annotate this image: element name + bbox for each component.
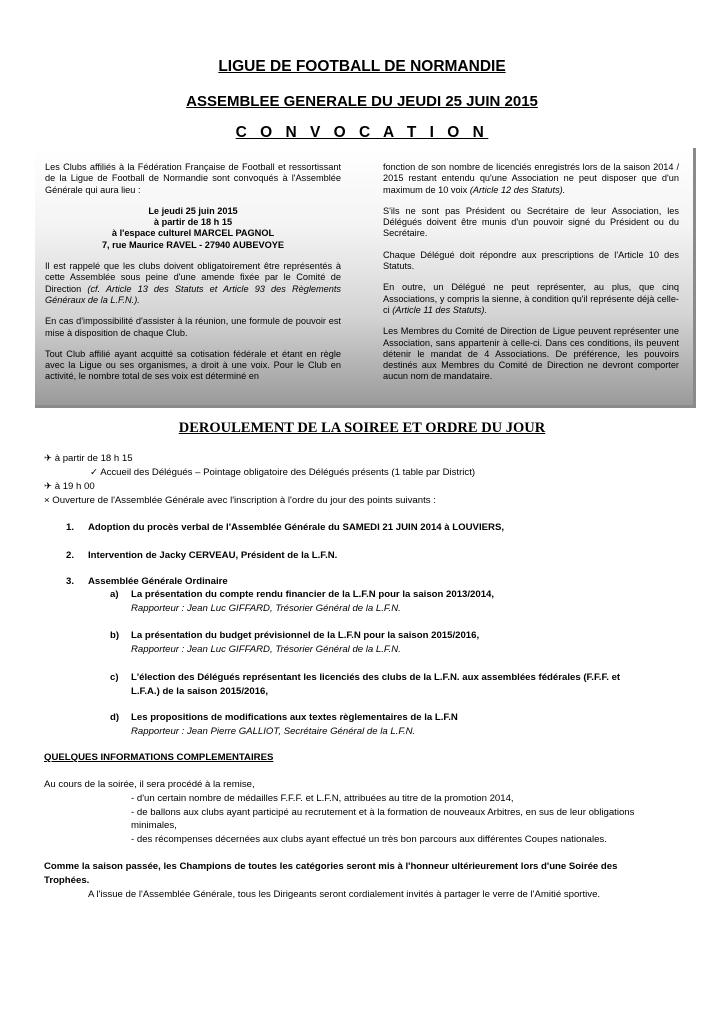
- absence-paragraph: En cas d'impossibilité d'assister à la réunion, une formule de pouvoir est mise à disposition de chaque Club.: [45, 316, 341, 338]
- arrow-icon: ✈: [44, 453, 53, 464]
- info-heading: QUELQUES INFORMATIONS COMPLEMENTAIRES: [44, 752, 274, 763]
- convocation-left-column: [45, 162, 341, 393]
- subitem-text: La présentation du budget prévisionnel de la L.F.N pour la saison 2015/2016,: [131, 630, 480, 641]
- fine-text: Il est rappelé que les clubs doivent obligatoirement être représentés à cette Assemblée sous peine d'une amende fixée par le Comité de Direction: [45, 261, 341, 294]
- agenda-time-1-text: à partir de 18 h 15: [54, 453, 133, 464]
- info-line: - de ballons aux clubs ayant participé au recrutement et à la formation de nouveaux Arbitres, en sus de leur obligations: [131, 807, 635, 818]
- champions-note-continued: Trophées.: [44, 875, 90, 886]
- champions-note: Comme la saison passée, les Champions de toutes les catégories seront mis à l'honneur ultérieurement lors d'une Soirée des: [44, 861, 618, 872]
- agenda-item-text: Intervention de Jacky CERVEAU, Président de la L.F.N.: [88, 550, 338, 561]
- info-line: - des récompenses décernées aux clubs ayant effectué un très bon parcours aux différentes Coupes nationales.: [131, 834, 607, 845]
- agenda-item-text: Assemblée Générale Ordinaire: [88, 576, 228, 587]
- subitem-text: L'élection des Délégués représentant les licenciés des clubs de la L.F.N. aux assemblées fédérales (F.F.F. et: [131, 672, 621, 683]
- convocation-title: C O N V O C A T I O N: [235, 124, 489, 141]
- fine-reference: (cf. Article 13 des Statuts et Article 93 des Règlements Généraux de la L.F.N.).: [45, 283, 342, 305]
- max-associations-reference: (Article 11 des Statuts).: [392, 304, 487, 315]
- max-associations-paragraph: [383, 282, 679, 316]
- event-time: à partir de 18 h 15: [153, 217, 233, 228]
- voting-paragraph: Tout Club affilié ayant acquitté sa cotisation fédérale et étant en règle avec la Ligue ou ses organismes, a droit à une voix. Pour le Club en activité, le nombre total de ses voix est déterminé en: [45, 348, 341, 382]
- president-paragraph: S'ils ne sont pas Président ou Secrétaire de leur Association, les Délégués doivent être munis d'un pouvoir signé du Président ou du Secrétaire.: [383, 205, 679, 239]
- info-line: - d'un certain nombre de médailles F.F.F. et L.F.N, attribuées au titre de la promotion 2014,: [131, 793, 514, 804]
- subitem-text: La présentation du compte rendu financier de la L.F.N pour la saison 2013/2014,: [131, 589, 495, 600]
- agenda-time-1: [44, 453, 133, 465]
- league-title: LIGUE DE FOOTBALL DE NORMANDIE: [218, 58, 506, 75]
- cross-icon: ×: [44, 495, 50, 506]
- agenda-welcome-text: Accueil des Délégués – Pointage obligatoire des Délégués présents (1 table par District): [100, 467, 476, 478]
- event-date: Le jeudi 25 juin 2015: [148, 205, 238, 216]
- subitem-letter: b): [110, 630, 120, 641]
- subitem-rapporteur: Rapporteur : Jean Luc GIFFARD, Trésorier Général de la L.F.N.: [131, 644, 401, 655]
- agenda-item-number: 2.: [66, 550, 75, 561]
- convocation-right-column: [383, 162, 679, 393]
- committee-members-paragraph: Les Membres du Comité de Direction de Ligue peuvent représenter une Association, sans appartenir à celle-ci. Dans ces conditions, ils peuvent détenir le mandat de 4 Associations. De préférence, les pouvoirs destinés aux Membres du Comité de Direction ne devront comporter aucun nom de mandataire.: [383, 326, 679, 382]
- convocation-box: [35, 148, 696, 408]
- closing-note: A l'issue de l'Assemblée Générale, tous les Dirigeants seront cordialement invités à partager le verre de l'Amitié sportive.: [88, 889, 601, 900]
- event-address: 7, rue Maurice RAVEL - 27940 AUBEVOYE: [101, 239, 285, 250]
- voting-continued-paragraph: [383, 162, 679, 196]
- subitem-letter: d): [110, 712, 120, 723]
- agenda-heading: DEROULEMENT DE LA SOIREE ET ORDRE DU JOUR: [178, 420, 546, 436]
- agenda-opening: [44, 495, 436, 507]
- event-place: à l'espace culturel MARCEL PAGNOL: [111, 228, 275, 239]
- agenda-opening-text: Ouverture de l'Assemblée Générale avec l'inscription à l'ordre du jour des points suivants :: [52, 495, 436, 506]
- check-icon: ✓: [90, 467, 99, 478]
- agenda-item-text: Adoption du procès verbal de l'Assemblée Générale du SAMEDI 21 JUIN 2014 à LOUVIERS,: [88, 522, 505, 533]
- subitem-rapporteur: Rapporteur : Jean Luc GIFFARD, Trésorier Général de la L.F.N.: [131, 603, 401, 614]
- intro-paragraph: Les Clubs affiliés à la Fédération Française de Football et ressortissant de la Ligue de Football de Normandie sont convoqués à l'Assemblée Générale qui aura lieu :: [45, 162, 341, 195]
- info-line: minimales,: [131, 820, 177, 831]
- voting-continued-text: fonction de son nombre de licenciés enregistrés lors de la saison 2014 / 2015 restant entendu qu'une Association ne peut disposer que d'un maximum de 10 voix: [383, 162, 679, 195]
- delegate-rules-paragraph: Chaque Délégué doit répondre aux prescriptions de l'Article 10 des Statuts.: [383, 249, 679, 272]
- subitem-letter: c): [110, 672, 119, 683]
- subitem-rapporteur: Rapporteur : Jean Pierre GALLIOT, Secrétaire Général de la L.F.N.: [131, 726, 416, 737]
- max-associations-text: En outre, un Délégué ne peut représenter, au plus, que cinq Associations, y compris la sienne, à condition qu'il représente déjà celle-ci: [383, 282, 679, 315]
- subitem-text-continued: L.F.A.) de la saison 2015/2016,: [131, 686, 269, 697]
- agenda-item-number: 1.: [66, 522, 75, 533]
- subitem-text: Les propositions de modifications aux textes règlementaires de la L.F.N: [131, 712, 458, 723]
- voting-reference: (Article 12 des Statuts).: [469, 184, 566, 195]
- subitem-letter: a): [110, 589, 119, 600]
- agenda-welcome: [90, 467, 475, 479]
- info-intro: Au cours de la soirée, il sera procédé à la remise,: [44, 779, 255, 790]
- arrow-icon: ✈: [44, 481, 53, 492]
- agenda-time-2: [44, 481, 95, 493]
- assembly-title: ASSEMBLEE GENERALE DU JEUDI 25 JUIN 2015: [186, 93, 538, 110]
- agenda-time-2-text: à 19 h 00: [54, 481, 95, 492]
- agenda-item-number: 3.: [66, 576, 75, 587]
- fine-paragraph: [45, 261, 341, 306]
